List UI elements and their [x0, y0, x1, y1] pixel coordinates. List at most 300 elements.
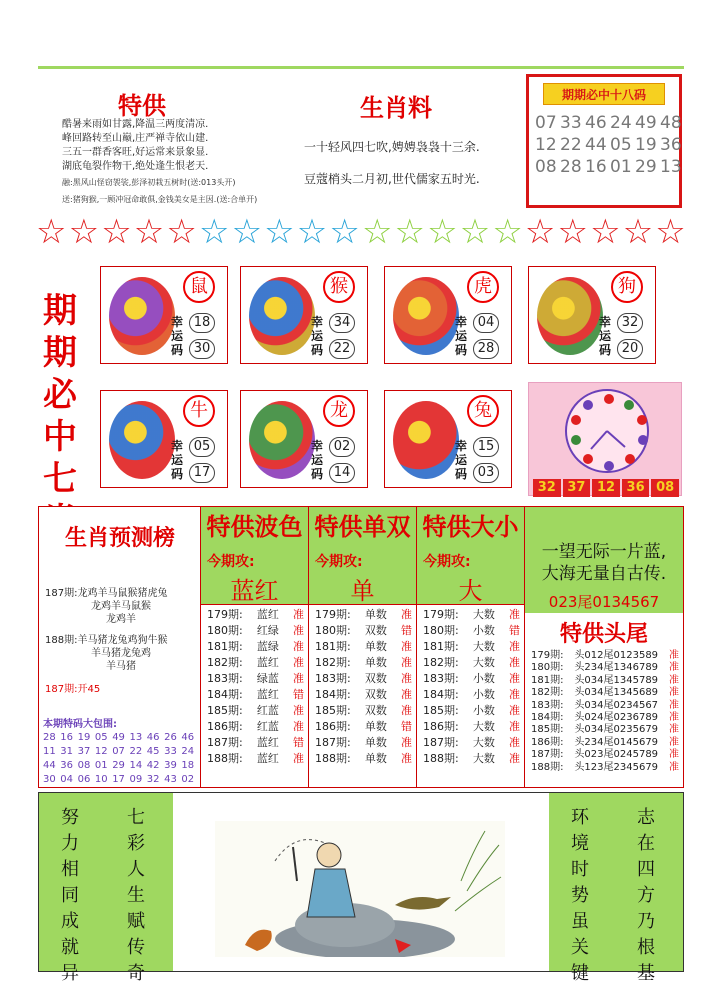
verse-char: 志: [637, 807, 655, 828]
toutail-row: [525, 650, 683, 662]
result-row: [207, 719, 304, 735]
clock-numbers: [533, 479, 679, 497]
number-cell: 22: [560, 135, 582, 155]
title-char: 期: [43, 333, 77, 373]
lucky-label: 幸运码: [599, 315, 612, 357]
value: 单数: [364, 640, 387, 653]
star-icon: ☆: [231, 212, 263, 252]
pkg-number: 18: [181, 760, 195, 771]
issue: 184期:: [315, 688, 351, 701]
issue: 184期:: [423, 688, 459, 701]
tegong-title: 特供: [118, 92, 166, 120]
verse-char: 方: [637, 885, 655, 906]
pkg-title: 本期特码大包围:: [43, 719, 117, 730]
number-cell: 48: [660, 113, 682, 133]
result-mark: 错: [508, 624, 520, 637]
issue: 181期:: [423, 640, 459, 653]
danshuang-column: [309, 507, 417, 787]
verse-char: 就: [61, 937, 79, 958]
result-row: [315, 687, 412, 703]
atk-value: 大: [458, 577, 483, 605]
issue: 186期:: [315, 720, 351, 733]
pred-line: 羊马猪: [106, 661, 136, 672]
result-mark: 准: [508, 656, 520, 669]
value: 蓝红: [256, 688, 279, 701]
pkg-number: 05: [94, 732, 108, 743]
value: 双数: [364, 672, 387, 685]
number-cell: 49: [635, 113, 657, 133]
pkg-number: 07: [112, 746, 125, 757]
atk-value: 单: [350, 577, 375, 605]
star-icon: ☆: [492, 212, 523, 252]
result-row: [423, 735, 520, 751]
title-char: 必: [43, 375, 77, 415]
verse-column: [569, 805, 591, 987]
value: 蓝红: [256, 752, 279, 765]
lucky-label: 幸运码: [455, 315, 468, 357]
daxiao-title: 特供大小: [417, 507, 524, 547]
issue: 179期:: [531, 650, 564, 661]
verse-char: 生: [127, 885, 145, 906]
result-row: [315, 607, 412, 623]
verse-char: 时: [571, 859, 589, 880]
issue: 180期:: [423, 624, 459, 637]
issue: 186期:: [531, 736, 564, 748]
result-row: [315, 751, 412, 767]
issue: 180期:: [531, 662, 564, 674]
pred-line: 187期:龙鸡羊马鼠猴猪虎兔: [45, 588, 168, 599]
lucky-number: 02: [329, 437, 355, 457]
value: 头012尾0123589: [574, 650, 659, 661]
value: 大数: [472, 640, 495, 653]
toutail-row: [525, 662, 683, 674]
bose-column: [201, 507, 309, 787]
pkg-grid: [43, 731, 199, 787]
value: 单数: [364, 752, 387, 765]
verse-char: 四: [637, 859, 655, 880]
result-mark: 准: [508, 704, 520, 717]
pkg-number: 30: [43, 774, 56, 785]
value: 头024尾0236789: [574, 712, 659, 724]
result-mark: 准: [669, 712, 679, 724]
shengxiao-title: 生肖料: [360, 94, 432, 122]
verse-char: 相: [61, 859, 79, 880]
issue: 187期:: [531, 749, 564, 761]
value: 小数: [472, 672, 495, 685]
issue: 186期:: [423, 720, 459, 733]
verse-char: 环: [571, 807, 589, 828]
number-cell: 16: [585, 157, 607, 177]
verse-char: 异: [61, 963, 79, 984]
value: 红绿: [256, 624, 279, 637]
danshuang-title: 特供单双: [309, 507, 416, 547]
number-cell: 46: [585, 113, 607, 133]
verse-char: 奇: [127, 963, 145, 984]
number-cell: 07: [535, 113, 557, 133]
clock-number: 12: [592, 479, 620, 497]
result-mark: 准: [669, 761, 679, 773]
bose-title: 特供波色: [201, 507, 308, 547]
result-mark: 准: [508, 608, 520, 621]
pkg-number: 16: [60, 732, 74, 743]
number-cell: 12: [535, 135, 557, 155]
eighteen-grid: [535, 113, 682, 177]
result-row: [423, 703, 520, 719]
result-row: [207, 735, 304, 751]
pred-line: 龙鸡羊: [106, 614, 136, 625]
zodiac-char: 兔: [467, 395, 499, 427]
result-mark: 错: [400, 720, 412, 733]
star-icon: ☆: [296, 212, 328, 252]
lucky-number: 32: [617, 313, 643, 333]
star-row: [36, 214, 686, 250]
issue: 183期:: [531, 699, 564, 711]
pred-column: [39, 507, 201, 787]
issue: 182期:: [531, 687, 564, 699]
top-divider: [38, 66, 684, 69]
pkg-number: 44: [43, 760, 56, 771]
verse-char: 努: [61, 807, 79, 828]
right-line: 一望无际一片蓝,: [541, 542, 667, 562]
pkg-number: 46: [181, 732, 195, 743]
star-icon: ☆: [557, 212, 588, 252]
result-row: [423, 639, 520, 655]
title-char: 中: [43, 417, 77, 457]
issue: 187期:: [207, 736, 243, 749]
number-cell: 01: [610, 157, 632, 177]
zodiac-art-icon: [249, 401, 315, 479]
toutail-row: [525, 749, 683, 761]
star-icon: ☆: [36, 212, 67, 252]
value: 蓝绿: [256, 640, 279, 653]
bottom-panel: [38, 792, 684, 984]
result-mark: 准: [292, 640, 304, 653]
pkg-number: 04: [60, 774, 74, 785]
pkg-number: 02: [181, 774, 195, 785]
result-mark: 准: [669, 662, 679, 674]
lucky-number: 30: [189, 339, 215, 359]
value: 大数: [472, 736, 495, 749]
star-icon: ☆: [361, 212, 393, 252]
pkg-number: 45: [146, 746, 160, 757]
bottom-right-verse: [549, 793, 683, 984]
result-row: [207, 655, 304, 671]
number-cell: 36: [660, 135, 682, 155]
verse-char: 根: [637, 937, 655, 958]
right-code: 023尾0134567: [548, 593, 660, 611]
issue: 179期:: [423, 608, 459, 621]
zodiac-card: [100, 266, 228, 364]
verse-char: 键: [571, 963, 589, 984]
value: 单数: [364, 720, 387, 733]
star-icon: ☆: [394, 212, 426, 252]
issue: 188期:: [423, 752, 459, 765]
result-mark: 准: [669, 650, 679, 661]
verse-char: 七: [127, 807, 145, 828]
pred-line: 188期:羊马猪龙兔鸡狗牛猴: [45, 635, 168, 646]
pkg-number: 46: [146, 732, 160, 743]
lucky-number: 22: [329, 339, 355, 359]
verse-char: 同: [61, 885, 79, 906]
value: 蓝红: [256, 736, 279, 749]
pkg-number: 17: [112, 774, 125, 785]
pkg-number: 31: [60, 746, 74, 757]
star-icon: ☆: [427, 212, 458, 252]
number-cell: 08: [535, 157, 557, 177]
clock-number: 32: [533, 479, 561, 497]
verse-column: [125, 805, 147, 987]
atk-label: 今期攻:: [207, 554, 255, 570]
poem-line: 峰回路转至山巅,庄严禅寺依山建.: [62, 133, 209, 144]
issue: 181期:: [315, 640, 351, 653]
result-mark: 准: [508, 736, 520, 749]
issue: 183期:: [315, 672, 351, 685]
pkg-number: 42: [146, 760, 160, 771]
number-cell: 05: [610, 135, 632, 155]
value: 头023尾0245789: [574, 749, 659, 761]
bottom-left-verse: [39, 793, 173, 984]
result-mark: 准: [292, 656, 304, 669]
zodiac-card: [384, 266, 512, 364]
zodiac-char: 狗: [611, 271, 643, 303]
toutail-row: [525, 687, 683, 699]
prediction-panel: [38, 506, 684, 788]
pkg-number: 36: [60, 760, 74, 771]
pkg-number: 37: [77, 746, 91, 757]
issue: 180期:: [315, 624, 351, 637]
issue: 182期:: [207, 656, 243, 669]
result-mark: 准: [508, 672, 520, 685]
pkg-number: 10: [94, 774, 108, 785]
clock-number: 08: [651, 479, 679, 497]
result-row: [207, 639, 304, 655]
result-mark: 准: [508, 640, 520, 653]
toutail-row: [525, 762, 683, 774]
value: 头234尾0145679: [574, 736, 659, 748]
lucky-number: 17: [189, 463, 215, 483]
result-mark: 准: [508, 752, 520, 765]
eighteen-title: 期期必中十八码: [543, 83, 665, 105]
daxiao-column: [417, 507, 525, 787]
lucky-number: 34: [329, 313, 355, 333]
shengxiao-line: 一十轻风四七吹,娉娉袅袅十三余.: [304, 140, 480, 154]
value: 小数: [472, 624, 495, 637]
poem-line: 三五一群香客旺,好运常来景象显.: [62, 147, 209, 158]
verse-char: 境: [571, 833, 589, 854]
poem-note: 融:黑风山怪窃袈裟,彭泽初栽五树时(送:013头开): [62, 178, 236, 187]
value: 小数: [472, 688, 495, 701]
toutail-title: 特供头尾: [559, 622, 648, 647]
right-poem: [525, 507, 683, 613]
zodiac-char: 虎: [467, 271, 499, 303]
zodiac-card: [100, 390, 228, 488]
pkg-number: 43: [164, 774, 177, 785]
star-icon: ☆: [101, 212, 132, 252]
lucky-label: 幸运码: [171, 439, 184, 481]
value: 单数: [364, 736, 387, 749]
star-icon: ☆: [68, 212, 100, 252]
issue: 185期:: [207, 704, 243, 717]
value: 蓝红: [256, 656, 279, 669]
zodiac-art-icon: [249, 277, 315, 355]
verse-char: 势: [571, 885, 589, 906]
verse-column: [59, 805, 81, 987]
toutail-row: [525, 700, 683, 712]
value: 红蓝: [256, 704, 279, 717]
issue: 179期:: [315, 608, 351, 621]
result-mark: 准: [292, 624, 304, 637]
zodiac-card: [528, 266, 656, 364]
star-icon: ☆: [166, 212, 197, 252]
result-mark: 错: [400, 624, 412, 637]
pkg-number: 06: [77, 774, 91, 785]
result-row: [207, 671, 304, 687]
atk-label: 今期攻:: [423, 554, 471, 570]
zodiac-art-icon: [393, 401, 459, 479]
issue: 186期:: [207, 720, 243, 733]
clock-icon: [565, 389, 649, 473]
toutail-column: [525, 507, 683, 787]
zodiac-art-icon: [537, 277, 603, 355]
verse-char: 乃: [637, 911, 655, 932]
value: 大数: [472, 608, 495, 621]
result-row: [315, 735, 412, 751]
result-row: [423, 687, 520, 703]
pkg-number: 01: [94, 760, 108, 771]
lucky-label: 幸运码: [455, 439, 468, 481]
value: 大数: [472, 656, 495, 669]
star-icon: ☆: [655, 212, 686, 252]
pkg-number: 11: [43, 746, 56, 757]
number-cell: 28: [560, 157, 582, 177]
result-row: [423, 719, 520, 735]
result-mark: 准: [400, 640, 412, 653]
value: 蓝红: [256, 608, 279, 621]
star-icon: ☆: [329, 212, 360, 252]
verse-char: 关: [571, 937, 589, 958]
value: 单数: [364, 656, 387, 669]
verse-char: 成: [61, 911, 79, 932]
value: 头034尾1345789: [574, 674, 659, 686]
issue: 188期:: [531, 761, 564, 773]
number-cell: 44: [585, 135, 607, 155]
issue: 183期:: [423, 672, 459, 685]
scene-illustration: [215, 821, 505, 957]
number-cell: 19: [635, 135, 657, 155]
star-icon: ☆: [459, 212, 491, 252]
clock-number: 36: [622, 479, 650, 497]
result-row: [315, 623, 412, 639]
result-row: [207, 751, 304, 767]
pkg-number: 32: [146, 774, 160, 785]
verse-char: 力: [61, 833, 79, 854]
number-cell: 29: [635, 157, 657, 177]
issue: 181期:: [531, 674, 564, 686]
issue: 179期:: [207, 608, 243, 621]
atk-label: 今期攻:: [315, 554, 363, 570]
pkg-number: 12: [94, 746, 108, 757]
issue: 188期:: [207, 752, 243, 765]
clock-panel: [528, 382, 682, 496]
value: 大数: [472, 720, 495, 733]
result-mark: 准: [292, 608, 304, 621]
number-cell: 24: [610, 113, 632, 133]
result-mark: 准: [508, 688, 520, 701]
issue: 185期:: [423, 704, 459, 717]
lucky-number: 18: [189, 313, 215, 333]
result-row: [207, 703, 304, 719]
result-row: [315, 639, 412, 655]
lucky-number: 04: [473, 313, 499, 333]
issue: 182期:: [423, 656, 459, 669]
star-icon: ☆: [133, 212, 165, 252]
result-mark: 准: [292, 752, 304, 765]
pred-line: 龙鸡羊马鼠猴: [91, 601, 151, 612]
value: 头234尾1346789: [574, 662, 659, 674]
result-row: [315, 655, 412, 671]
result-mark: 准: [292, 672, 304, 685]
value: 双数: [364, 624, 387, 637]
pkg-number: 22: [129, 746, 143, 757]
toutail-row: [525, 712, 683, 724]
star-icon: ☆: [524, 212, 556, 252]
shengxiao-line: 豆蔻梢头二月初,世代儒家五时光.: [304, 172, 480, 186]
zodiac-char: 鼠: [183, 271, 215, 303]
pkg-number: 28: [43, 732, 56, 743]
pkg-number: 49: [112, 732, 125, 743]
result-mark: 准: [400, 704, 412, 717]
value: 单数: [364, 608, 387, 621]
result-row: [423, 623, 520, 639]
toutail-row: [525, 737, 683, 749]
poem-note: 送:猪狗猴,一顾冲冠命敢俱,金钱美女是主因.(送:合单开): [62, 195, 258, 204]
result-row: [207, 623, 304, 639]
zodiac-art-icon: [393, 277, 459, 355]
result-mark: 准: [292, 704, 304, 717]
result-mark: 准: [400, 688, 412, 701]
issue: 188期:: [315, 752, 351, 765]
poem-line: 酷暑来雨如甘露,降温三两度清凉.: [62, 119, 209, 130]
atk-value: 蓝红: [230, 577, 279, 605]
number-cell: 13: [660, 157, 682, 177]
value: 红蓝: [256, 720, 279, 733]
lucky-number: 14: [329, 463, 355, 483]
toutail-row: [525, 724, 683, 736]
pkg-number: 26: [164, 732, 177, 743]
issue: 187期:: [315, 736, 351, 749]
toutail-row: [525, 675, 683, 687]
verse-column: [635, 805, 657, 987]
value: 头034尾0234567: [574, 699, 659, 711]
verse-char: 赋: [127, 911, 145, 932]
seven-title: [40, 290, 80, 542]
verse-char: 传: [127, 937, 145, 958]
title-char: 七: [43, 459, 77, 499]
lucky-number: 05: [189, 437, 215, 457]
value: 头123尾2345679: [574, 761, 659, 773]
tegong-poem: [62, 118, 298, 207]
poem-line: 湖底龟裂作物干,绝处逢生恨老天.: [62, 161, 209, 172]
title-char: 期: [43, 291, 77, 331]
zodiac-art-icon: [109, 401, 175, 479]
result-row: [315, 671, 412, 687]
zodiac-card: [240, 390, 368, 488]
zodiac-char: 牛: [183, 395, 215, 427]
verse-char: 在: [637, 833, 655, 854]
result-mark: 准: [669, 749, 679, 761]
result-row: [315, 719, 412, 735]
result-mark: 准: [400, 608, 412, 621]
